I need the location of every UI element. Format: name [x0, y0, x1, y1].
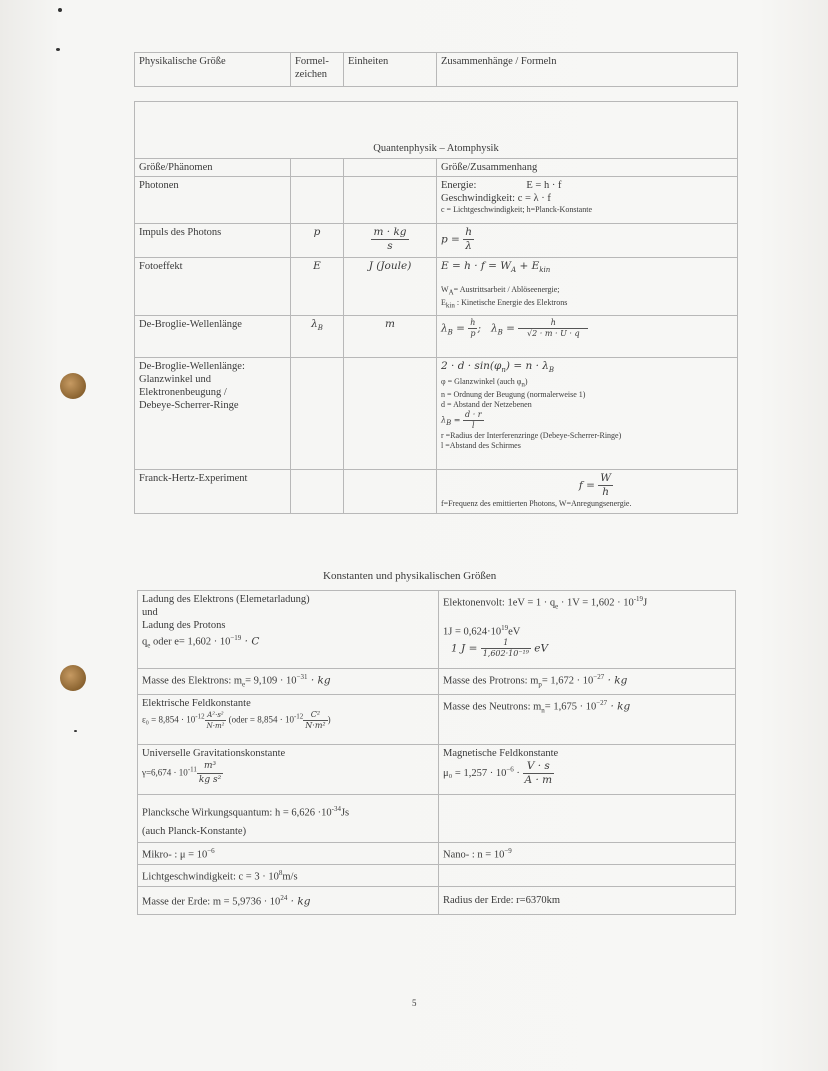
energie-formula: E = h · f [526, 180, 562, 191]
frac-den: h [602, 486, 609, 498]
cell-text: Lichtgeschwindigkeit: c = 3 · 10 [142, 871, 279, 883]
geschw-formula: c = λ · f [517, 193, 551, 204]
photonen-note: c = Lichtgeschwindigkeit; h=Planck-Konstante [441, 205, 592, 214]
cell-text: Masse des Elektrons: m [142, 675, 243, 687]
unit-fraction [303, 710, 327, 731]
superscript: -34 [331, 804, 341, 813]
formula-lhs: 1 J = [451, 642, 481, 655]
superscript: -19 [633, 595, 644, 603]
formula-eq: = [452, 322, 469, 335]
symbol: p [313, 226, 321, 238]
row-label: Photonen [139, 180, 179, 191]
constants-title: Konstanten und physikalischen Größen [323, 570, 497, 582]
superscript: −27 [596, 698, 608, 707]
frac-den: kg s² [198, 774, 222, 785]
superscript: -11 [187, 765, 197, 774]
subscript: n [541, 706, 545, 715]
row-planck [138, 794, 736, 842]
cell-text: Mikro- : μ = 10 [142, 849, 208, 861]
unit: · C [241, 635, 260, 648]
row-label: Franck-Hertz-Experiment [139, 473, 248, 484]
row-label: Fotoeffekt [139, 261, 183, 272]
superscript: −6 [207, 846, 215, 855]
row-franck-hertz [135, 470, 738, 514]
separator: ; [477, 322, 481, 335]
superscript: 19 [501, 623, 509, 632]
frac-den: λ [465, 240, 472, 252]
row-label: Elektronenbeugung / [139, 387, 227, 398]
cell-text: γ=6,674 · 10 [142, 767, 188, 778]
note-text: ) [524, 377, 528, 387]
empty-cell [291, 159, 344, 177]
subscript: A [511, 266, 517, 275]
cell-text: oder e= 1,602 · 10 [150, 636, 231, 648]
scan-dot [74, 730, 77, 732]
cell-text: ) [327, 714, 331, 725]
unit-fraction [371, 226, 408, 253]
unit: eV [508, 626, 521, 638]
cell-text: Elektonenvolt: 1eV = 1 · q [443, 597, 556, 609]
subscript: B [446, 418, 452, 427]
col-head-text: Größe/Zusammenhang [441, 162, 538, 173]
note-text: φ = Glanzwinkel (auch φ [441, 377, 522, 387]
cell-text: · 1V = 1,602 · 10 [558, 597, 634, 609]
superscript: -12 [195, 712, 205, 721]
formula-eq: = [502, 322, 519, 335]
cell-text: Radius der Erde: r=6370km [443, 894, 561, 906]
symbol: E [313, 260, 321, 272]
frac-num: h [518, 318, 588, 329]
cell-text: = 9,109 · 10 [245, 675, 297, 687]
row-el-feld-neutron [138, 694, 736, 744]
header-text: Physikalische Größe [139, 56, 226, 67]
cell-text: (oder = 8,854 · 10 [226, 714, 294, 725]
superscript: 8 [278, 868, 283, 877]
note-text: : Kinetische Energie des Elektrons [456, 297, 568, 307]
unit: · kg [307, 674, 331, 687]
frac-den: √2 · m · U · q [527, 329, 580, 338]
superscript: −27 [593, 673, 605, 681]
unit: · kg [604, 674, 628, 687]
superscript: −19 [230, 634, 242, 642]
cell-text: Masse des Protrons: m [443, 675, 539, 687]
superscript: -12 [293, 712, 304, 721]
formula-lhs: f = [578, 479, 599, 492]
formula-fraction [463, 226, 474, 253]
note-text: r =Radius der Interferenzringe (Debeye-Scherrer-Ringe) [441, 430, 622, 440]
subscript: e [242, 680, 246, 689]
note-text: = Austrittsarbeit / Ablöseenergie; [453, 285, 560, 295]
superscript: −6 [506, 765, 514, 773]
frac-den: N·m² [206, 721, 225, 730]
header-table [134, 52, 738, 87]
row-debroglie-glanzwinkel [135, 358, 738, 470]
frac-num: A²·s² [205, 710, 227, 721]
formula-lhs: λ [491, 322, 498, 335]
cell-text: 1J = 0,624·10 [443, 626, 502, 638]
cell-text: Elektrische Feldkonstante [142, 697, 251, 709]
cell-text: und [142, 607, 158, 618]
header-col-einheiten [344, 53, 437, 87]
col-head-text: Größe/Phänomen [139, 162, 213, 173]
subscript: n [521, 380, 525, 389]
row-label: Glanzwinkel und [139, 374, 212, 385]
subscript: e [147, 641, 151, 650]
frac-den: p [470, 329, 476, 338]
unit: · kg [607, 700, 631, 713]
subscript: p [538, 680, 542, 689]
unit-fraction [205, 710, 227, 731]
superscript: −9 [504, 846, 512, 855]
note-text: d = Abstand der Netzebenen [441, 399, 532, 409]
section-title: Quantenphysik – Atomphysik [373, 143, 499, 154]
row-label: De-Broglie-Wellenlänge [139, 319, 242, 330]
subscript: B [447, 328, 453, 337]
cell-text: Masse des Neutrons: m [443, 701, 542, 713]
formula-lhs: p = [441, 233, 460, 246]
unit: Js [340, 807, 350, 819]
unit: m/s [282, 871, 298, 883]
col-head-right [437, 159, 738, 177]
row-ladung [138, 591, 736, 669]
formula-fraction [463, 410, 484, 431]
frac-den: 1,602·10⁻¹⁹ [482, 649, 529, 659]
header-col-groesse [135, 53, 291, 87]
superscript: 24 [280, 893, 288, 902]
frac-den: N·m² [305, 720, 326, 730]
formula-fraction [481, 638, 531, 659]
row-mikro-nano [138, 842, 736, 864]
formula: 2 · d · sin(φ [441, 360, 502, 372]
col-head-left [135, 159, 291, 177]
header-col-formelzeichen [291, 53, 344, 87]
subscript: e [555, 602, 559, 611]
row-grav-mag [138, 744, 736, 794]
row-photonen [135, 177, 738, 224]
cell-text: = 1,675 · 10 [544, 701, 597, 713]
unit-fraction [523, 760, 555, 787]
constants-table [137, 590, 736, 915]
header-text: Formel- [295, 56, 329, 67]
subscript: kin [445, 301, 455, 310]
note-text: W [441, 285, 449, 295]
frac-num: 1 [481, 638, 531, 649]
cell-text: Ladung des Elektrons (Elemetarladung) [142, 594, 310, 605]
header-text: zeichen [295, 69, 328, 80]
note-text: f=Frequenz des emittierten Photons, W=Anregungsenergie. [441, 499, 632, 508]
frac-den: s [387, 240, 393, 252]
subscript: n [501, 366, 506, 375]
row-fotoeffekt [135, 258, 738, 316]
note-text: n = Ordnung der Beugung (normalerweise 1) [441, 389, 586, 399]
cell-text: q [142, 636, 148, 648]
cell-text: = 1,672 · 10 [541, 675, 594, 687]
row-label: Debeye-Scherrer-Ringe [139, 400, 239, 411]
frac-den: l [472, 420, 475, 430]
formula: E = h · f = W [441, 260, 512, 272]
note-text: l =Abstand des Schirmes [441, 440, 521, 450]
frac-num: h [470, 318, 476, 327]
page-number: 5 [412, 998, 417, 1008]
row-label: Impuls des Photons [139, 227, 222, 238]
empty-cell [344, 159, 437, 177]
header-col-formeln [437, 53, 738, 87]
energie-label: Energie: [441, 180, 477, 191]
unit: J (Joule) [368, 260, 412, 272]
row-masse-elektron-proton [138, 669, 736, 695]
row-debroglie [135, 316, 738, 358]
cell-text: Plancksche Wirkungsquantum: h = 6,626 ·10 [142, 807, 332, 819]
row-licht [138, 864, 736, 886]
scan-dot [58, 8, 62, 12]
subscript: A [448, 288, 454, 297]
subscript: B [497, 328, 503, 337]
scan-dot [56, 48, 60, 51]
frac-num: W [600, 472, 611, 484]
frac-num: d · r [465, 409, 482, 419]
cell-text: Nano- : n = 10 [443, 849, 505, 861]
cell-text: Ladung des Protons [142, 620, 226, 631]
subscript: B [317, 324, 323, 333]
unit: J [643, 597, 648, 609]
cell-text: Masse der Erde: m = 5,9736 · 10 [142, 896, 281, 908]
frac-num: V · s [523, 760, 555, 774]
cell-text: (auch Planck-Konstante) [142, 826, 247, 838]
formula-fraction [598, 472, 613, 499]
frac-num: m · kg [373, 226, 407, 238]
header-text: Einheiten [348, 56, 389, 67]
row-label: De-Broglie-Wellenlänge: [139, 361, 245, 372]
subscript: B [548, 366, 555, 375]
quantum-title-cell [135, 102, 738, 159]
header-text: Zusammenhänge / Formeln [441, 56, 557, 67]
note-text: E [441, 297, 446, 307]
unit: · kg [287, 895, 311, 908]
row-impuls [135, 224, 738, 258]
quantum-table [134, 101, 738, 514]
frac-num: C² [303, 710, 327, 721]
punch-hole [60, 373, 86, 399]
formula-eq: = [451, 415, 464, 425]
formula-fraction [518, 318, 588, 339]
frac-num: m³ [197, 760, 223, 774]
superscript: −31 [296, 673, 308, 681]
punch-hole [60, 665, 86, 691]
cell-text: ε₀ = 8,854 · 10 [142, 714, 196, 725]
unit-fraction [197, 760, 223, 787]
cell-text: · [513, 767, 523, 779]
unit: eV [530, 642, 549, 655]
frac-num: h [465, 226, 472, 238]
formula-lhs: λ [441, 415, 447, 425]
cell-text: Magnetische Feldkonstante [443, 747, 559, 759]
row-erde [138, 886, 736, 914]
subscript: kin [539, 266, 551, 275]
cell-text: Universelle Gravitationskonstante [142, 747, 286, 759]
formula-part: + E [516, 260, 540, 272]
geschw-label: Geschwindigkeit: [441, 193, 516, 204]
formula: ) = n · λ [505, 360, 549, 372]
formula-lhs: λ [441, 322, 448, 335]
symbol: λ [311, 318, 318, 330]
frac-den: A · m [524, 773, 553, 786]
unit: m [385, 318, 395, 330]
cell-text: μ₀ = 1,257 · 10 [443, 767, 507, 779]
